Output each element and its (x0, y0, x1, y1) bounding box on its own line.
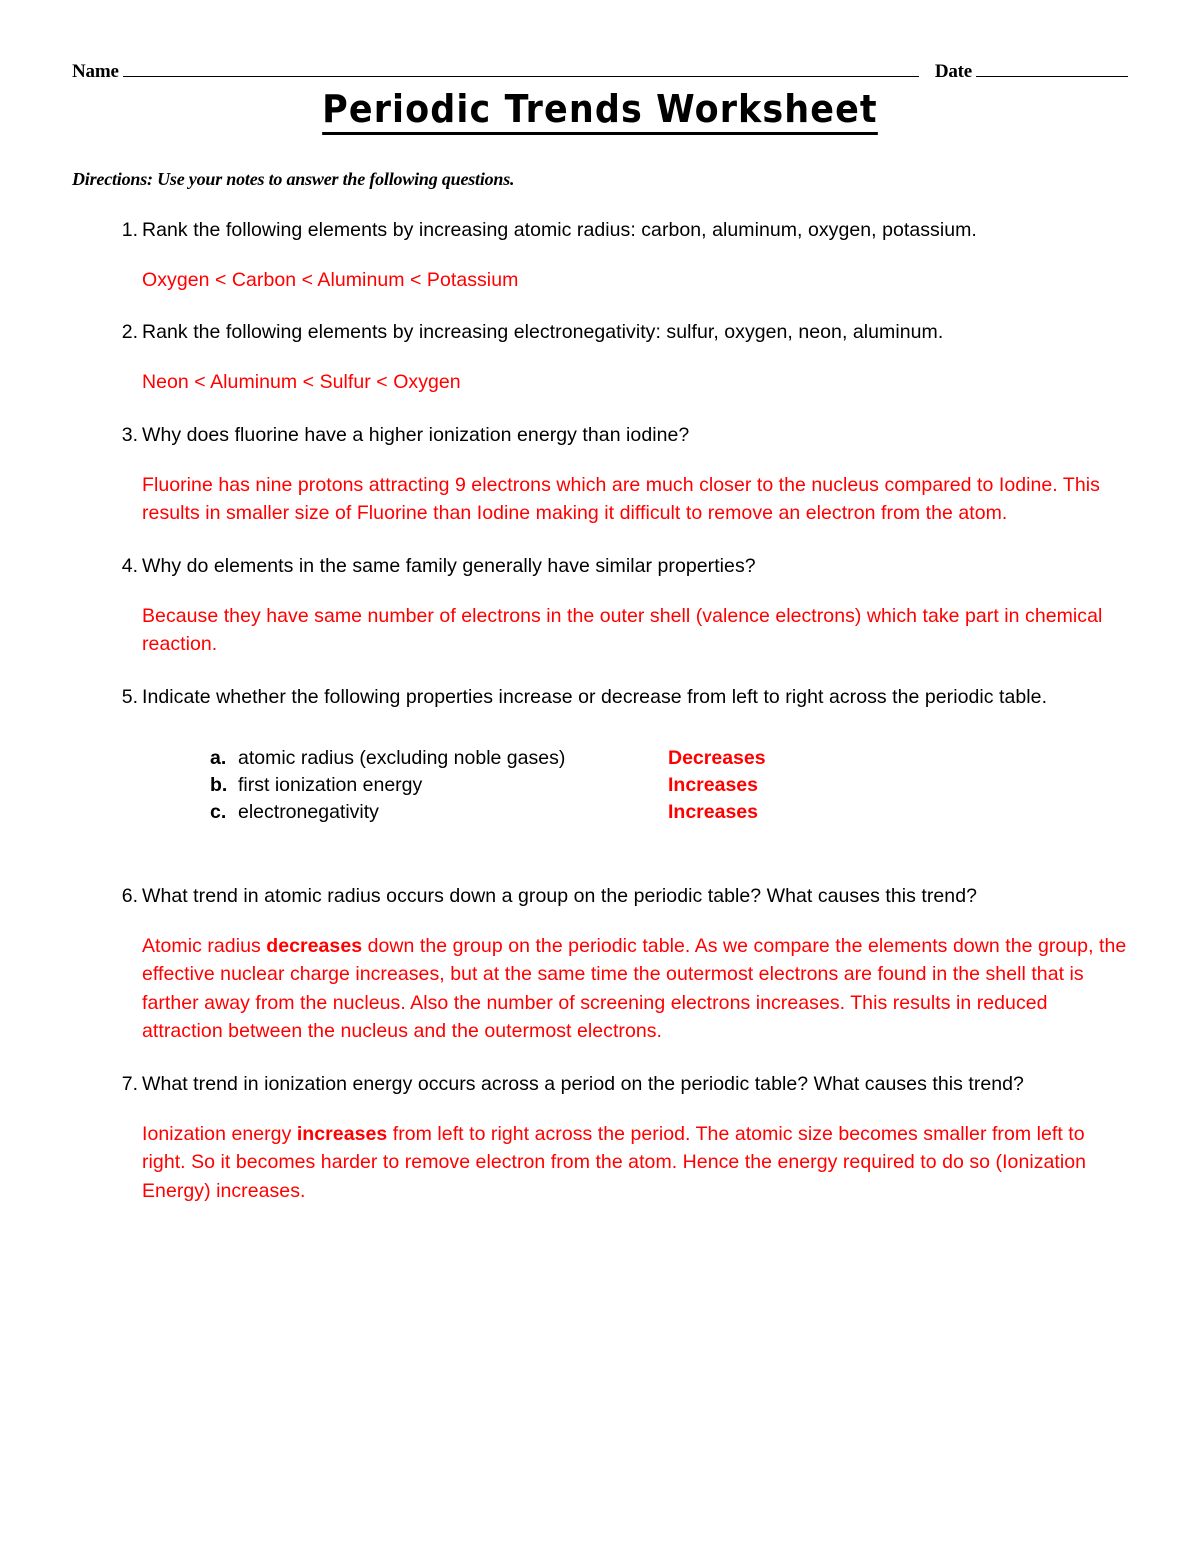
directions-line: Directions: Use your notes to answer the following questions. (72, 168, 515, 189)
spacer (72, 397, 1128, 421)
page-title: Periodic Trends Worksheet (322, 89, 878, 135)
answer-emphasis: increases (296, 1122, 388, 1145)
question-7 (72, 1070, 1128, 1206)
answer-text: Neon < Aluminum < Sulfur < Oxygen (142, 371, 461, 394)
question-text: Why do elements in the same family generally have similar properties? (142, 554, 756, 577)
question-number: 6. (121, 884, 138, 907)
answer-text: Because they have same number of electrons in the outer shell (valence electrons) which take part in chemical reaction. (142, 604, 1103, 656)
question-number: 4. (121, 554, 138, 577)
sub-marker: c. (210, 800, 227, 823)
spacer (72, 294, 1128, 318)
name-label: Name (72, 61, 119, 82)
sub-label: first ionization energy (238, 773, 423, 796)
sub-item-b (210, 772, 1128, 799)
question-text: Rank the following elements by increasing atomic radius: carbon, aluminum, oxygen, potassium. (142, 218, 977, 241)
question-number: 7. (121, 1072, 138, 1095)
date-blank-line[interactable] (976, 62, 1128, 77)
sub-label: atomic radius (excluding noble gases) (238, 746, 566, 769)
sub-item-c (210, 799, 1128, 826)
sub-answer: Increases (668, 773, 758, 796)
answer-part-before: Ionization energy (142, 1122, 297, 1145)
question-text: What trend in ionization energy occurs across a period on the periodic table? What causes this trend? (142, 1072, 1024, 1095)
question-text: Indicate whether the following properties increase or decrease from left to right across the periodic table. (142, 685, 1048, 708)
question-text: What trend in atomic radius occurs down a group on the periodic table? What causes this trend? (142, 884, 977, 907)
answer-text (142, 1120, 1128, 1206)
spacer (72, 1046, 1128, 1070)
sub-item-a (210, 745, 1128, 772)
question-number: 2. (121, 321, 138, 344)
question-text: Rank the following elements by increasing electronegativity: sulfur, oxygen, neon, aluminum. (142, 321, 944, 344)
answer-part-after: from left to right across the period. The atomic size becomes smaller from left to right. So it becomes harder to remove electron from the atom. Hence the energy required to do so (Ionization Energy) increases. (142, 1122, 1087, 1202)
spacer (72, 659, 1128, 683)
question-5-sublist (210, 745, 1128, 826)
spacer (72, 826, 1128, 882)
question-2 (72, 318, 1128, 397)
question-3 (72, 421, 1128, 528)
question-number: 3. (121, 423, 138, 446)
answer-part-after: down the group on the periodic table. As we compare the elements down the group, the effective nuclear charge increases, but at the same time the outermost electrons are found in the shell that is farther away from the nucleus. Also the number of screening electrons increases. This results in reduced attraction between the nucleus and the outermost electrons. (142, 934, 1127, 1043)
question-6 (72, 882, 1128, 1046)
title-container (72, 89, 1128, 135)
answer-emphasis: decreases (266, 934, 363, 957)
question-4 (72, 552, 1128, 659)
question-text: Why does fluorine have a higher ionization energy than iodine? (142, 423, 690, 446)
sub-answer: Increases (668, 800, 758, 823)
name-date-header (72, 62, 1128, 81)
question-number: 5. (121, 685, 138, 708)
name-blank-line[interactable] (123, 62, 919, 77)
answer-part-before: Atomic radius (142, 934, 267, 957)
question-1 (72, 216, 1128, 295)
question-number: 1. (121, 218, 138, 241)
sub-marker: b. (210, 773, 228, 796)
sub-label: electronegativity (238, 800, 379, 823)
spacer (72, 528, 1128, 552)
question-5 (72, 683, 1128, 826)
sub-marker: a. (210, 746, 227, 769)
sub-answer: Decreases (668, 746, 766, 769)
answer-text (142, 932, 1128, 1046)
question-list (72, 216, 1128, 1206)
date-label: Date (934, 61, 972, 82)
answer-text: Oxygen < Carbon < Aluminum < Potassium (142, 268, 519, 291)
answer-text: Fluorine has nine protons attracting 9 electrons which are much closer to the nucleus compared to Iodine. This results in smaller size of Fluorine than Iodine making it difficult to remove an electron from the atom. (142, 473, 1100, 525)
